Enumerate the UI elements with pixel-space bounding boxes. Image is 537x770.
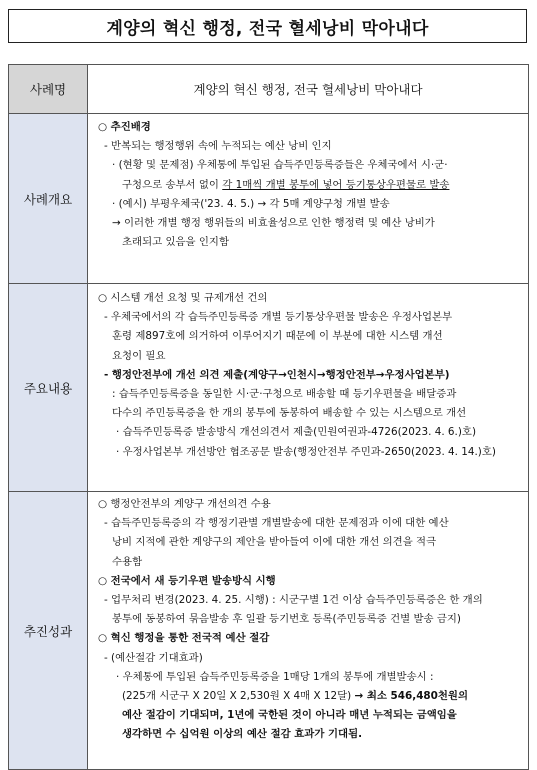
results-label: 추진성과	[9, 492, 88, 770]
results-row	[9, 492, 529, 770]
results-bold-text: → 최소 546,480천원의	[354, 690, 469, 703]
case-table	[8, 64, 529, 770]
overview-line: · (현황 및 문제점) 우체통에 투입된 습득주민등록증들은 우체국에서 시·군·	[112, 159, 448, 172]
results-line: · 우체통에 투입된 습득주민등록증을 1매당 1개의 봉투에 개별발송시 :	[116, 670, 434, 683]
overview-line: 초래되고 있음을 인지함	[122, 236, 229, 249]
content-line: - 우체국에서의 각 습득주민등록증 개별 등기통상우편물 발송은 우정사업본부	[104, 311, 453, 324]
results-cell	[88, 492, 529, 770]
overview-text: 구청으로 송부서 없이	[122, 178, 223, 191]
content-label: 주요내용	[9, 284, 88, 492]
results-line	[98, 687, 519, 706]
results-line: - 업무처리 변경(2023. 4. 25. 시행) : 시군구별 1건 이상 습득주민등록증은 한 개의	[104, 594, 483, 607]
content-line: 요청이 필요	[112, 349, 166, 362]
case-name-value: 계양의 혁신 행정, 전국 혈세낭비 막아내다	[88, 65, 529, 114]
overview-line	[98, 176, 519, 195]
case-name-label: 사례명	[9, 65, 88, 114]
content-heading: - 행정안전부에 개선 의견 제출(계양구→인천시→행정안전부→우정사업본부)	[104, 368, 450, 381]
results-line: 예산 절감이 기대되며, 1년에 국한된 것이 아니라 매년 누적되는 금액임을	[122, 709, 457, 722]
results-line: 봉투에 동봉하여 묶음발송 후 일괄 등기번호 등록(주민등록증 건별 발송 금지)	[112, 613, 461, 626]
overview-line: · (예시) 부평우체국('23. 4. 5.) → 각 5매 계양구청 개별 발송	[112, 197, 390, 210]
content-cell	[88, 284, 529, 492]
header-row	[9, 65, 529, 114]
content-line: · 습득주민등록증 발송방식 개선의견서 제출(민원여권과-4726(2023. 4. 6.)호)	[116, 426, 476, 439]
content-line: : 습득주민등록증을 동일한 시·군·구청으로 배송할 때 등기우편물을 배달증과	[112, 388, 457, 401]
results-line: - 습득주민등록증의 각 행정기관별 개별발송에 대한 문제점과 이에 대한 예산	[104, 517, 449, 530]
content-row	[9, 284, 529, 492]
results-line: - (예산절감 기대효과)	[104, 651, 203, 664]
results-line: 생각하면 수 십억원 이상의 예산 절감 효과가 기대됨.	[122, 728, 363, 741]
overview-underlined-text: 각 1매씩 개별 봉투에 넣어 등기통상우편물로 발송	[222, 178, 450, 191]
results-line: 낭비 지적에 관한 계양구의 제안을 받아들여 이에 대한 개선 의견을 적극	[112, 536, 437, 549]
results-heading: ○ 행정안전부의 계양구 개선의견 수용	[98, 498, 271, 510]
results-heading: ○ 혁신 행정을 통한 전국적 예산 절감	[98, 632, 270, 645]
results-text: (225개 시군구 X 20일 X 2,530원 X 4매 X 12달)	[122, 690, 355, 703]
content-line: 다수의 주민등록증을 한 개의 봉투에 동봉하여 배송할 수 있는 시스템으로 개선	[112, 407, 467, 420]
results-heading: ○ 전국에서 새 등기우편 발송방식 시행	[98, 574, 276, 587]
overview-row	[9, 114, 529, 284]
overview-heading: ○ 추진배경	[98, 121, 151, 133]
document-title: 계양의 혁신 행정, 전국 혈세낭비 막아내다	[8, 9, 527, 43]
overview-label: 사례개요	[9, 114, 88, 284]
overview-line: → 이러한 개별 행정 행위들의 비효율성으로 인한 행정력 및 예산 낭비가	[112, 217, 435, 230]
results-line: 수용함	[112, 555, 143, 568]
content-line: 훈령 제897호에 의거하여 이루어지기 때문에 이 부분에 대한 시스템 개선	[112, 330, 443, 343]
content-line: · 우정사업본부 개선방안 협조공문 발송(행정안전부 주민과-2650(2023. 4. 14.)호)	[116, 445, 496, 458]
overview-line: - 반복되는 행정행위 속에 누적되는 예산 낭비 인지	[104, 140, 332, 153]
content-heading: ○ 시스템 개선 요청 및 규제개선 건의	[98, 292, 268, 304]
overview-cell	[88, 114, 529, 284]
